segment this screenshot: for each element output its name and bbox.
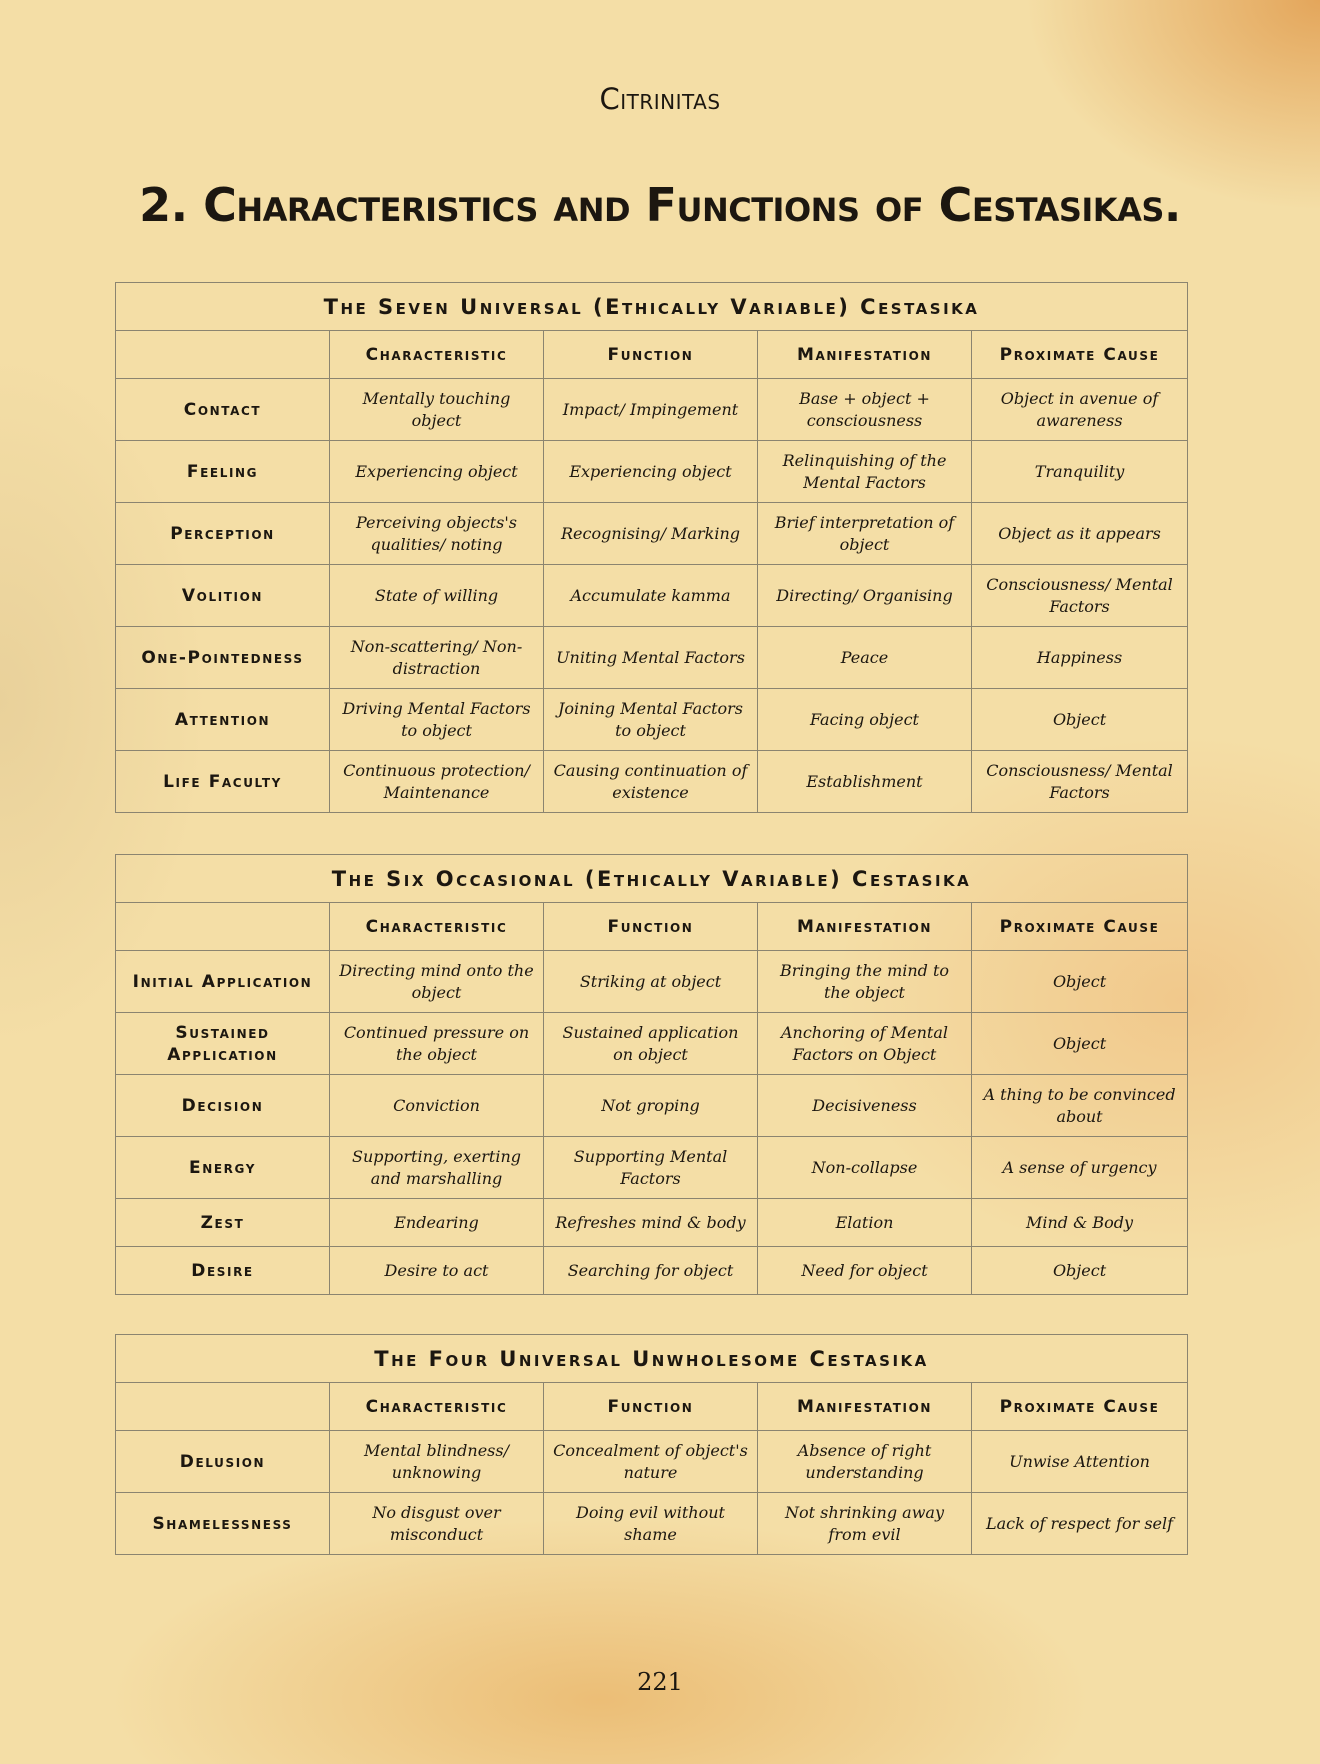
function-cell: Accumulate kamma — [544, 565, 758, 627]
column-header-proximate-cause: Proximate Cause — [972, 1383, 1188, 1431]
header-corner — [116, 1383, 330, 1431]
header-corner — [116, 903, 330, 951]
manifestation-cell: Bringing the mind to the object — [758, 951, 972, 1013]
table-row — [116, 1137, 1188, 1199]
function-cell: Striking at object — [544, 951, 758, 1013]
column-header-function: Function — [544, 903, 758, 951]
cause-cell: Tranquility — [972, 441, 1188, 503]
table-row — [116, 1431, 1188, 1493]
column-header-function: Function — [544, 331, 758, 379]
function-cell: Uniting Mental Factors — [544, 627, 758, 689]
row-label: Desire — [116, 1247, 330, 1295]
characteristic-cell: Experiencing object — [330, 441, 544, 503]
table-row — [116, 1247, 1188, 1295]
manifestation-cell: Elation — [758, 1199, 972, 1247]
manifestation-cell: Directing/ Organising — [758, 565, 972, 627]
function-cell: Sustained application on object — [544, 1013, 758, 1075]
function-cell: Experiencing object — [544, 441, 758, 503]
unwholesome-cestasika-table — [115, 1334, 1188, 1555]
row-label: Delusion — [116, 1431, 330, 1493]
cause-cell: Object — [972, 689, 1188, 751]
column-header-manifestation: Manifestation — [758, 903, 972, 951]
page-number: 221 — [637, 1668, 683, 1696]
row-label: Contact — [116, 379, 330, 441]
table-title: The Seven Universal (Ethically Variable) Cestasika — [116, 283, 1188, 331]
cause-cell: A thing to be convinced about — [972, 1075, 1188, 1137]
characteristic-cell: Supporting, exerting and marshalling — [330, 1137, 544, 1199]
cause-cell: Object as it appears — [972, 503, 1188, 565]
characteristic-cell: No disgust over misconduct — [330, 1493, 544, 1555]
function-cell: Searching for object — [544, 1247, 758, 1295]
manifestation-cell: Peace — [758, 627, 972, 689]
column-header-manifestation: Manifestation — [758, 1383, 972, 1431]
row-label: Shamelessness — [116, 1493, 330, 1555]
cause-cell: Happiness — [972, 627, 1188, 689]
running-head: Citrinitas — [599, 82, 721, 116]
column-header-proximate-cause: Proximate Cause — [972, 903, 1188, 951]
row-label: Life Faculty — [116, 751, 330, 813]
cause-cell: Object — [972, 1013, 1188, 1075]
manifestation-cell: Base + object + consciousness — [758, 379, 972, 441]
table-title: The Four Universal Unwholesome Cestasika — [116, 1335, 1188, 1383]
row-label: One-Pointedness — [116, 627, 330, 689]
column-header-proximate-cause: Proximate Cause — [972, 331, 1188, 379]
table-row — [116, 441, 1188, 503]
cause-cell: Mind & Body — [972, 1199, 1188, 1247]
function-cell: Not groping — [544, 1075, 758, 1137]
characteristic-cell: Conviction — [330, 1075, 544, 1137]
manifestation-cell: Relinquishing of the Mental Factors — [758, 441, 972, 503]
table-row — [116, 1013, 1188, 1075]
manifestation-cell: Need for object — [758, 1247, 972, 1295]
manifestation-cell: Not shrinking away from evil — [758, 1493, 972, 1555]
table-title: The Six Occasional (Ethically Variable) Cestasika — [116, 855, 1188, 903]
manifestation-cell: Absence of right understanding — [758, 1431, 972, 1493]
manifestation-cell: Establishment — [758, 751, 972, 813]
characteristic-cell: Driving Mental Factors to object — [330, 689, 544, 751]
function-cell: Concealment of object's nature — [544, 1431, 758, 1493]
row-label: Decision — [116, 1075, 330, 1137]
table-row — [116, 627, 1188, 689]
page-title: 2. Characteristics and Functions of Cestasikas. — [139, 178, 1181, 232]
function-cell: Recognising/ Marking — [544, 503, 758, 565]
row-label: Sustained Application — [116, 1013, 330, 1075]
row-label: Energy — [116, 1137, 330, 1199]
characteristic-cell: Desire to act — [330, 1247, 544, 1295]
row-label: Zest — [116, 1199, 330, 1247]
cause-cell: Object — [972, 951, 1188, 1013]
table-row — [116, 751, 1188, 813]
table-row — [116, 1199, 1188, 1247]
table-row — [116, 503, 1188, 565]
manifestation-cell: Anchoring of Mental Factors on Object — [758, 1013, 972, 1075]
characteristic-cell: Endearing — [330, 1199, 544, 1247]
characteristic-cell: Perceiving objects's qualities/ noting — [330, 503, 544, 565]
function-cell: Joining Mental Factors to object — [544, 689, 758, 751]
row-label: Initial Application — [116, 951, 330, 1013]
header-corner — [116, 331, 330, 379]
table-row — [116, 951, 1188, 1013]
cause-cell: Consciousness/ Mental Factors — [972, 565, 1188, 627]
column-header-characteristic: Characteristic — [330, 1383, 544, 1431]
cause-cell: Object in avenue of awareness — [972, 379, 1188, 441]
table-row — [116, 1493, 1188, 1555]
column-header-characteristic: Characteristic — [330, 331, 544, 379]
function-cell: Supporting Mental Factors — [544, 1137, 758, 1199]
manifestation-cell: Non-collapse — [758, 1137, 972, 1199]
row-label: Attention — [116, 689, 330, 751]
row-label: Volition — [116, 565, 330, 627]
manifestation-cell: Brief interpretation of object — [758, 503, 972, 565]
characteristic-cell: Mental blindness/ unknowing — [330, 1431, 544, 1493]
function-cell: Doing evil without shame — [544, 1493, 758, 1555]
manifestation-cell: Decisiveness — [758, 1075, 972, 1137]
function-cell: Causing continuation of existence — [544, 751, 758, 813]
table-row — [116, 1075, 1188, 1137]
table-row — [116, 689, 1188, 751]
cause-cell: Lack of respect for self — [972, 1493, 1188, 1555]
column-header-characteristic: Characteristic — [330, 903, 544, 951]
characteristic-cell: State of willing — [330, 565, 544, 627]
manifestation-cell: Facing object — [758, 689, 972, 751]
column-header-manifestation: Manifestation — [758, 331, 972, 379]
characteristic-cell: Mentally touching object — [330, 379, 544, 441]
characteristic-cell: Continued pressure on the object — [330, 1013, 544, 1075]
cause-cell: Unwise Attention — [972, 1431, 1188, 1493]
cause-cell: Consciousness/ Mental Factors — [972, 751, 1188, 813]
occasional-cestasika-table — [115, 854, 1188, 1295]
row-label: Perception — [116, 503, 330, 565]
characteristic-cell: Continuous protection/ Maintenance — [330, 751, 544, 813]
characteristic-cell: Directing mind onto the object — [330, 951, 544, 1013]
table-row — [116, 379, 1188, 441]
universal-cestasika-table — [115, 282, 1188, 813]
table-row — [116, 565, 1188, 627]
row-label: Feeling — [116, 441, 330, 503]
cause-cell: Object — [972, 1247, 1188, 1295]
function-cell: Refreshes mind & body — [544, 1199, 758, 1247]
column-header-function: Function — [544, 1383, 758, 1431]
characteristic-cell: Non-scattering/ Non-distraction — [330, 627, 544, 689]
cause-cell: A sense of urgency — [972, 1137, 1188, 1199]
function-cell: Impact/ Impingement — [544, 379, 758, 441]
